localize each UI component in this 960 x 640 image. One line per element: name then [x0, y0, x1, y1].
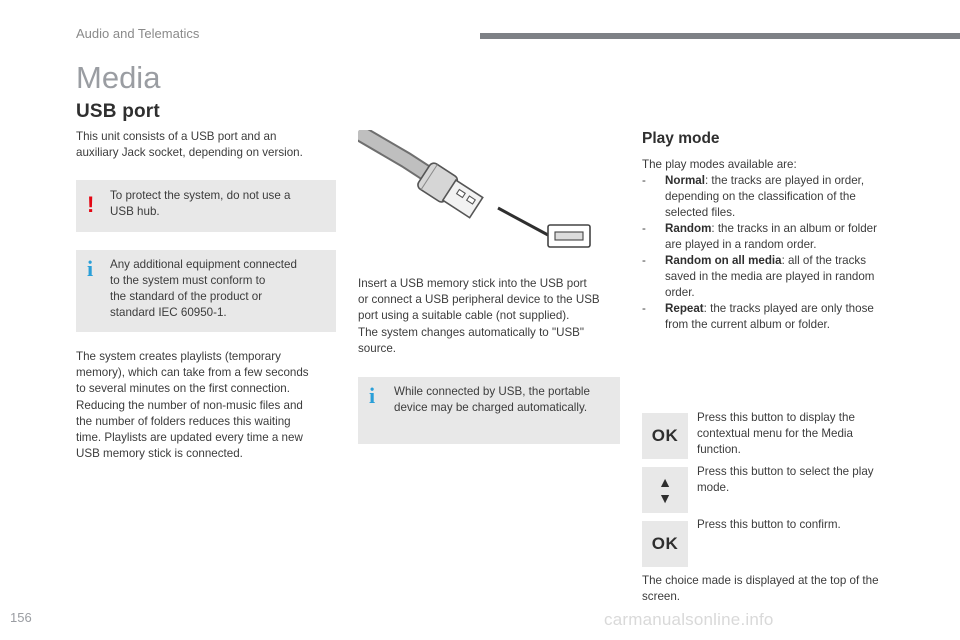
ok-label: OK: [651, 426, 679, 445]
info-line: While connected by USB, the portable: [394, 385, 590, 398]
closing-line: The choice made is displayed at the top of the: [642, 574, 879, 587]
mode-text: : the tracks in an album or folder: [711, 222, 877, 235]
warning-line: To protect the system, do not use a: [110, 189, 291, 202]
usb-plug: [416, 161, 484, 220]
watermark: carmanualsonline.info: [604, 610, 774, 629]
up-down-arrows-icon: [642, 467, 688, 513]
list-dash: -: [642, 302, 646, 315]
button-description: [697, 464, 874, 496]
button-description: [697, 410, 855, 458]
info-line: Any additional equipment connected: [110, 258, 297, 271]
mode-text: : the tracks played are only those: [703, 302, 874, 315]
button-text: Press this button to confirm.: [697, 518, 841, 531]
list-item: [642, 221, 912, 253]
info-line: standard IEC 60950-1.: [110, 306, 227, 319]
playlist-line: Reducing the number of non-music files and: [76, 398, 303, 412]
playlist-line: The system creates playlists (temporary: [76, 350, 281, 363]
warning-line: USB hub.: [110, 205, 160, 218]
usb-line: port using a suitable cable (not supplied).: [358, 309, 570, 323]
mode-text: selected files.: [665, 206, 736, 219]
intro-line: This unit consists of a USB port and an: [76, 130, 277, 143]
warning-box: [76, 180, 336, 232]
usb-line: The system changes automatically to "USB": [358, 325, 585, 339]
usb-plug-illustration: [358, 130, 598, 255]
usb-line: Insert a USB memory stick into the USB port: [358, 277, 587, 290]
info-icon: i: [369, 383, 376, 408]
usb-paragraph: [358, 276, 600, 357]
mode-name: Random on all media: [665, 254, 782, 267]
button-description: [697, 517, 841, 533]
mode-text: are played in a random order.: [665, 238, 817, 251]
list-item: [642, 253, 912, 301]
info-box-charging: [358, 377, 620, 444]
pointer-line: [498, 208, 548, 235]
closing-paragraph: [642, 573, 879, 605]
mode-text: : all of the tracks: [781, 254, 867, 267]
mode-text: from the current album or folder.: [665, 318, 830, 331]
closing-line: screen.: [642, 590, 681, 604]
arrow-up-icon: ▲: [658, 474, 672, 490]
info-line: device may be charged automatically.: [394, 401, 588, 414]
usb-port-icon: [548, 225, 590, 247]
arrow-down-icon: ▼: [658, 490, 672, 506]
button-text: function.: [697, 443, 741, 456]
info-box-standard: [76, 250, 336, 332]
info-line: to the system must conform to: [110, 274, 266, 287]
ok-button-icon: [642, 521, 688, 567]
usb-line: source.: [358, 341, 397, 355]
usb-cable: [358, 132, 426, 173]
list-item: [642, 173, 912, 221]
section-title: Media: [76, 60, 161, 95]
header-bar: [480, 33, 960, 39]
list-dash: -: [642, 254, 646, 267]
button-text: Press this button to display the: [697, 411, 855, 424]
playlist-line: memory), which can take from a few seconds: [76, 366, 309, 380]
intro-paragraph: [76, 129, 303, 161]
warning-icon: !: [87, 192, 95, 217]
list-item: [642, 301, 912, 333]
info-line: the standard of the product or: [110, 290, 263, 303]
mode-name: Random: [665, 222, 712, 235]
mode-name: Repeat: [665, 302, 704, 315]
page-number: 156: [10, 610, 32, 625]
playlist-line: to several minutes on the first connection.: [76, 382, 290, 396]
ok-label: OK: [651, 534, 679, 553]
header-title: Audio and Telematics: [76, 26, 200, 41]
playlist-paragraph: [76, 349, 309, 462]
subsection-title: USB port: [76, 101, 160, 122]
playlist-line: time. Playlists are updated every time a new: [76, 431, 303, 445]
mode-name: Normal: [665, 174, 705, 187]
list-dash: -: [642, 222, 646, 235]
play-mode-intro: The play modes available are:: [642, 158, 797, 171]
mode-text: saved in the media are played in random: [665, 270, 875, 283]
mode-text: : the tracks are played in order,: [704, 174, 865, 187]
button-text: Press this button to select the play: [697, 465, 874, 478]
ok-button-icon: [642, 413, 688, 459]
playlist-line: the number of folders reduces this waiting: [76, 414, 291, 428]
button-text: mode.: [697, 481, 730, 494]
info-icon: i: [87, 256, 94, 281]
playlist-line: USB memory stick is connected.: [76, 447, 243, 461]
play-mode-list: [642, 173, 912, 333]
mode-text: order.: [665, 286, 695, 299]
mode-text: depending on the classification of the: [665, 190, 856, 203]
usb-line: or connect a USB peripheral device to the USB: [358, 293, 600, 307]
list-dash: -: [642, 174, 646, 187]
intro-line: auxiliary Jack socket, depending on version.: [76, 146, 303, 160]
button-text: contextual menu for the Media: [697, 427, 853, 440]
play-mode-title: Play mode: [642, 130, 720, 147]
